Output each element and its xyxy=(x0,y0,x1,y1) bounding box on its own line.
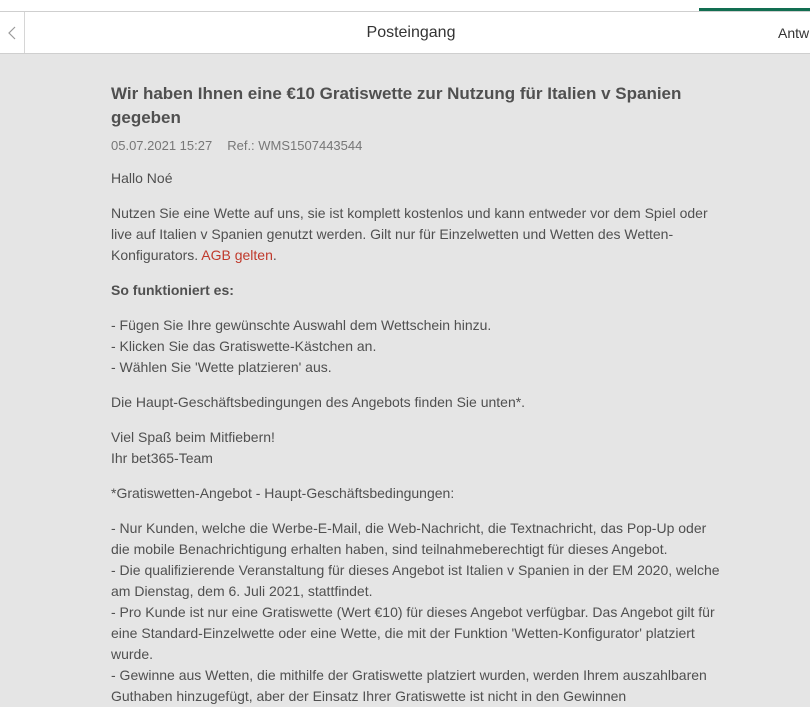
intro-end: . xyxy=(272,247,277,263)
message-body xyxy=(111,82,723,707)
signoff xyxy=(111,427,723,469)
back-button[interactable] xyxy=(0,12,25,53)
reply-button[interactable]: Antw xyxy=(778,25,810,41)
list-item: - Nur Kunden, welche die Werbe-E-Mail, die Web-Nachricht, die Textnachricht, das Pop-Up oder die mobile Benachrichtigung erhalten haben, sind teilnahmeberechtigt für dieses Angebot. xyxy=(111,520,707,557)
main-terms-note: Die Haupt-Geschäftsbedingungen des Angebots finden Sie unten*. xyxy=(111,394,526,410)
page-title: Posteingang xyxy=(366,24,456,41)
list-item: - Gewinne aus Wetten, die mithilfe der Gratiswette platziert wurden, werden Ihrem auszahlbaren Guthaben hinzugefügt, aber der Einsatz Ihrer Gratiswette ist nicht in den Gewinnen xyxy=(111,667,707,704)
greeting: Hallo Noé xyxy=(111,170,173,186)
intro-paragraph xyxy=(111,203,723,266)
message-date: 05.07.2021 15:27 xyxy=(111,138,213,153)
terms-list xyxy=(111,518,723,707)
signoff-line: Viel Spaß beim Mitfiebern! xyxy=(111,429,275,445)
list-item: - Fügen Sie Ihre gewünschte Auswahl dem Wettschein hinzu. xyxy=(111,317,492,333)
how-it-works-heading: So funktioniert es: xyxy=(111,282,234,298)
top-strip xyxy=(0,0,810,11)
inbox-header xyxy=(0,11,810,54)
message-ref: Ref.: WMS1507443544 xyxy=(227,138,363,153)
list-item: - Die qualifizierende Veranstaltung für dieses Angebot ist Italien v Spanien in der EM 2020, welche am Dienstag, dem 6. Juli 2021, stattfindet. xyxy=(111,562,720,599)
steps-list xyxy=(111,315,723,378)
message-meta xyxy=(111,138,723,154)
terms-heading: *Gratiswetten-Angebot - Haupt-Geschäftsbedingungen: xyxy=(111,485,455,501)
list-item: - Wählen Sie 'Wette platzieren' aus. xyxy=(111,359,332,375)
terms-link[interactable]: AGB gelten xyxy=(201,247,273,263)
list-item: - Pro Kunde ist nur eine Gratiswette (Wert €10) für dieses Angebot verfügbar. Das Angebot gilt für eine Standard-Einzelwette oder eine Wette, die mit der Funktion 'Wetten-Konfigurator' platziert wurde. xyxy=(111,604,715,662)
intro-text: Nutzen Sie eine Wette auf uns, sie ist komplett kostenlos und kann entweder vor dem Spiel oder live auf Italien v Spanien genutzt werden. Gilt nur für Einzelwetten und Wetten des Wetten-Konfigurators. xyxy=(111,205,708,263)
message-subject: Wir haben Ihnen eine €10 Gratiswette zur Nutzung für Italien v Spanien gegeben xyxy=(111,84,682,127)
chevron-left-icon xyxy=(8,26,16,40)
list-item: - Klicken Sie das Gratiswette-Kästchen an. xyxy=(111,338,377,354)
signoff-team: Ihr bet365-Team xyxy=(111,450,213,466)
